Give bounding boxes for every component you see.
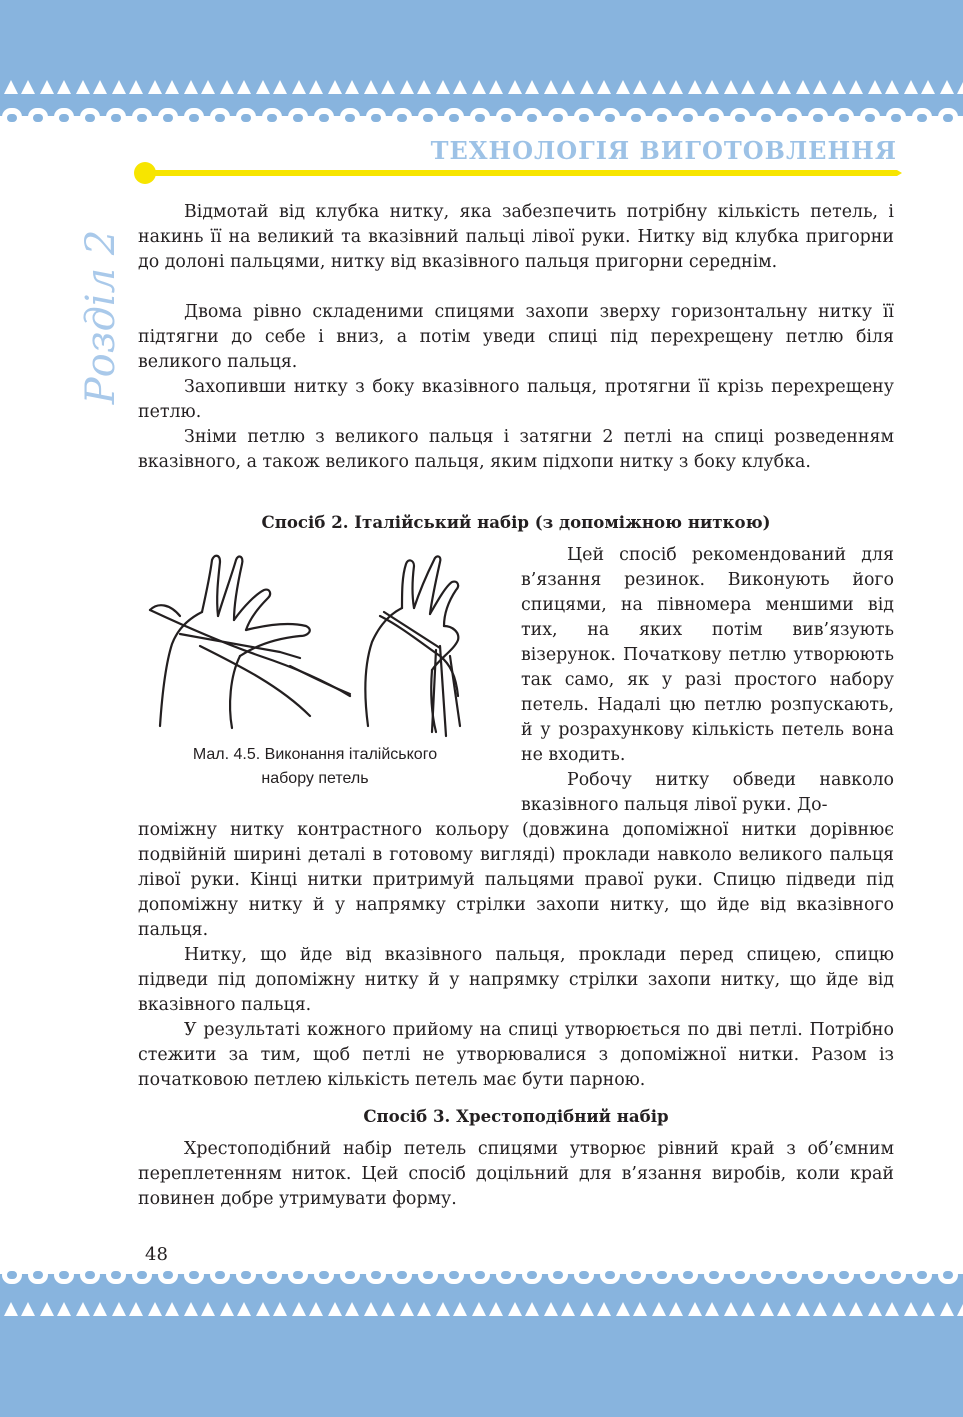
paragraph-6-rest: поміжну нитку контрастного кольору (довжина допоміжної нитки дорівнює подвійній ширині деталі в готовому вигляді) проклади навколо великого пальця лівої руки. Кінці нитки притримуй пальцями правої руки. Спицю підведи під допоміжну нитку й у напрямку стрілки захопи нитку, що йде від вказівного пальця. bbox=[138, 820, 894, 940]
section-title: ТЕХНОЛОГІЯ ВИГОТОВЛЕННЯ bbox=[430, 136, 897, 165]
paragraph-7: Нитку, що йде від вказівного пальця, проклади перед спицею, спицю підведи під допоміжну нитку й у напрямку стрілки захопи нитку, що йде від вказівного пальця. bbox=[138, 945, 894, 1015]
heading-method-3: Спосіб 3. Хрестоподібний набір bbox=[363, 1106, 669, 1126]
paragraph-5: Цей спосіб рекомендований для в’язання резинок. Виконують його спицями, на півномера меншими від тих, на яких потім вив’язують візерунок. Початкову петлю утворюють так само, як у разі простого набору петель. Надалі цю петлю розпускають, й у розрахункову кількість петель вона не входить. bbox=[521, 545, 894, 765]
heading-method-2: Спосіб 2. Італійський набір (з допоміжною ниткою) bbox=[261, 512, 771, 532]
yellow-knitting-needle bbox=[132, 160, 902, 186]
side-chapter-label bbox=[76, 229, 126, 405]
page-number: 48 bbox=[141, 1244, 172, 1265]
chapter-label-text: Розділ 2 bbox=[78, 229, 124, 405]
bottom-wheat-ornament bbox=[0, 1294, 963, 1324]
bottom-decorative-band bbox=[0, 1262, 963, 1417]
bottom-scallop-edge bbox=[0, 1262, 963, 1286]
paragraph-2: Двома рівно складеними спицями захопи зверху горизонтальну нитку її підтягни до себе і вниз, а потім уведи спиці під перехрещену петлю біля великого пальця. bbox=[138, 302, 894, 372]
top-wheat-ornament bbox=[0, 72, 963, 102]
paragraph-6-start: Робочу нитку обведи навколо вказівного пальця лівої руки. До- bbox=[521, 770, 894, 815]
paragraph-3: Захопивши нитку з боку вказівного пальця, протягни її крізь перехрещену петлю. bbox=[138, 377, 894, 422]
paragraph-9: Хрестоподібний набір петель спицями утворює рівний край з об’ємним переплетенням ниток. Цей спосіб доцільний для в’язання виробів, коли край повинен добре утримувати форму. bbox=[138, 1139, 894, 1209]
paragraph-1: Відмотай від клубка нитку, яка забезпечить потрібну кількість петель, і накинь її на великий та вказівний пальці лівої руки. Нитку від клубка пригорни до долоні пальцями, нитку від вказівного пальця пригорни середнім. bbox=[138, 202, 894, 272]
paragraph-8: У результаті кожного прийому на спиці утворюється по дві петлі. Потрібно стежити за тим, щоб петлі не утворювалися з допоміжної нитки. Разом із початковою петлею кількість петель має бути парною. bbox=[138, 1020, 894, 1090]
paragraph-4: Зніми петлю з великого пальця і затягни 2 петлі на спиці розведенням вказівного, а також великого пальця, яким підхопи нитку з боку клубка. bbox=[138, 427, 894, 472]
caption-line-2: набору петель bbox=[261, 770, 369, 787]
caption-line-1: Мал. 4.5. Виконання італійського bbox=[192, 746, 438, 763]
top-decorative-band bbox=[0, 0, 963, 132]
italian-cast-on-illustration bbox=[140, 546, 510, 738]
top-scallop-edge bbox=[0, 106, 963, 132]
figure-caption bbox=[150, 743, 480, 791]
